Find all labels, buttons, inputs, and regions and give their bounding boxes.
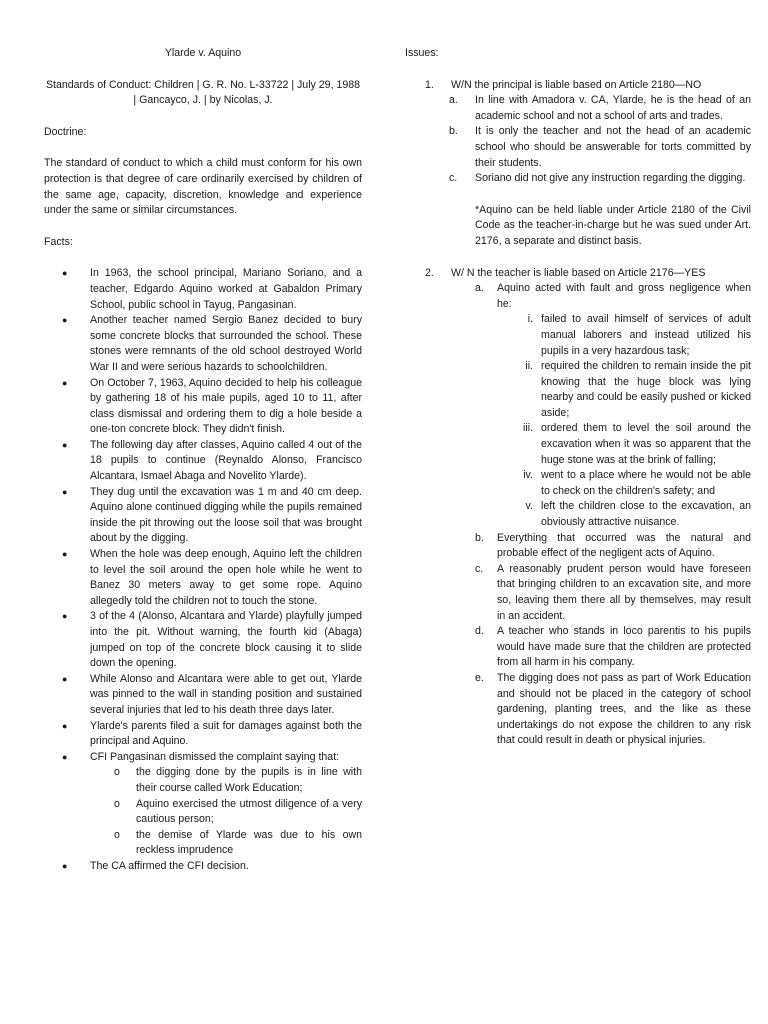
fact-item xyxy=(44,672,362,719)
negligence-text: went to a place where he would not be able to check on the children's safety; and xyxy=(541,469,751,497)
fact-text: In 1963, the school principal, Mariano Soriano, and a teacher, Edgardo Aquino worked at Gabaldon Primary School, public school in Tayug, Pangasinan. xyxy=(90,267,362,311)
doctrine-heading: Doctrine: xyxy=(44,125,87,138)
point-label: a. xyxy=(449,94,458,107)
cfi-reasons-list xyxy=(90,765,362,859)
fact-item xyxy=(44,609,362,671)
issues-heading: Issues: xyxy=(405,47,439,59)
fact-text: CFI Pangasinan dismissed the complaint saying that: xyxy=(90,750,340,763)
negligence-item xyxy=(405,359,751,421)
cfi-reason-text: the demise of Ylarde was due to his own reckless imprudence xyxy=(136,828,362,857)
circle-bullet-icon: o xyxy=(114,797,120,810)
bullet-icon: ● xyxy=(62,860,68,871)
left-column xyxy=(44,46,362,875)
bullet-icon: ● xyxy=(62,268,68,279)
issue-2 xyxy=(405,266,751,282)
negligence-item xyxy=(405,468,751,499)
fact-item xyxy=(44,376,362,438)
cfi-reason-text: Aquino exercised the utmost diligence of a very cautious person; xyxy=(136,797,362,826)
roman-label: iv. xyxy=(523,469,533,482)
point-text: In line with Amadora v. CA, Ylarde, he is the head of an academic school and not a school of arts and trades. xyxy=(475,94,751,122)
fact-item xyxy=(44,438,362,485)
negligence-item xyxy=(405,499,751,530)
fact-item xyxy=(44,266,362,313)
fact-item xyxy=(44,547,362,609)
right-column xyxy=(405,46,751,749)
roman-label: iii. xyxy=(522,422,533,435)
cfi-reason-text: the digging done by the pupils is in line with their course called Work Education; xyxy=(136,766,362,794)
point-text: Aquino acted with fault and gross negligence when he: xyxy=(497,282,751,310)
bullet-icon: ● xyxy=(62,611,68,622)
doctrine-text: The standard of conduct to which a child must conform for his own protection is that degree of care ordinarily exercised by children of the same age, capacity, discretion, knowledge and experience under the same or similar circumstances. xyxy=(44,157,362,217)
issue-1-point xyxy=(405,171,751,187)
fact-text: While Alonso and Alcantara were able to get out, Ylarde was pinned to the wall in standing position and sustained several injuries that led to his death three days later. xyxy=(90,672,362,716)
negligence-text: ordered them to level the soil around the excavation when it was so apparent that the huge stone was at the brink of falling; xyxy=(541,422,751,466)
issue-1-point xyxy=(405,124,751,171)
point-label: e. xyxy=(475,671,484,684)
cfi-reason-item xyxy=(90,828,362,859)
point-label: c. xyxy=(449,172,458,185)
bullet-icon: ● xyxy=(62,751,68,762)
fact-item xyxy=(44,313,362,375)
bullet-icon: ● xyxy=(62,377,68,388)
bullet-icon: ● xyxy=(62,315,68,326)
point-label: b. xyxy=(475,531,484,544)
negligence-text: left the children close to the excavation, an obviously attractive nuisance. xyxy=(541,500,751,529)
fact-item xyxy=(44,485,362,547)
fact-text: On October 7, 1963, Aquino decided to help his colleague by gathering 18 of his male pupils, aged 10 to 11, after class dismissal and ordering them to dig a hole beside a one-ton concrete block. They didn't finish. xyxy=(90,376,362,436)
fact-item xyxy=(44,719,362,750)
issue-text: W/N the principal is liable based on Article 2180—NO xyxy=(451,78,702,91)
bullet-icon: ● xyxy=(62,486,68,497)
issue-text: W/ N the teacher is liable based on Article 2176—YES xyxy=(451,266,706,279)
issue-number: 1. xyxy=(425,78,434,91)
roman-label: v. xyxy=(525,500,533,513)
fact-text: When the hole was deep enough, Aquino left the children to level the soil around the open hole while he went to Banez 30 meters away to get some rope. Aquino allegedly told the children not to touch the stone. xyxy=(90,548,362,607)
roman-label: i. xyxy=(527,313,533,326)
point-label: c. xyxy=(475,562,484,575)
point-label: d. xyxy=(475,625,484,638)
negligence-item xyxy=(405,421,751,468)
fact-item xyxy=(44,859,362,875)
bullet-icon: ● xyxy=(62,720,68,731)
fact-text: 3 of the 4 (Alonso, Alcantara and Ylarde) playfully jumped into the pit. Without warning, the fourth kid (Abaga) jumped on top of the concrete block causing it to slide down the opening. xyxy=(90,610,362,670)
point-text: A teacher who stands in loco parentis to his pupils would have made sure that the children are protected from all harm in his company. xyxy=(497,625,751,669)
issue-number: 2. xyxy=(425,266,434,279)
case-title: Ylarde v. Aquino xyxy=(164,47,242,59)
issue-1-point xyxy=(405,93,751,124)
case-subtitle: Standards of Conduct: Children | G. R. No. L-33722 | July 29, 1988 | Gancayco, J. | by Nicolas, J. xyxy=(45,78,361,107)
point-label: b. xyxy=(449,125,458,138)
facts-list xyxy=(44,266,362,874)
cfi-reason-item xyxy=(90,765,362,796)
fact-text: Ylarde's parents filed a suit for damages against both the principal and Aquino. xyxy=(90,719,362,748)
roman-label: ii. xyxy=(525,360,533,373)
point-text: Everything that occurred was the natural and probable effect of the negligent acts of Aquino. xyxy=(497,531,751,560)
point-text: A reasonably prudent person would have foreseen that bringing children to an excavation site, and more so, leaving them there all by themselves, may result in an accident. xyxy=(497,562,751,622)
issue-2-point xyxy=(405,281,751,312)
fact-text: Another teacher named Sergio Banez decided to bury some concrete blocks that surrounded the school. These stones were remnants of the old school destroyed World War II and were serious hazards to schoolchildren. xyxy=(90,314,362,373)
negligence-text: required the children to remain inside the pit knowing that the huge block was lying nearby and could be easily pushed or kicked aside; xyxy=(541,360,751,419)
point-label: a. xyxy=(475,282,484,295)
point-text: Soriano did not give any instruction regarding the digging. xyxy=(475,172,746,185)
circle-bullet-icon: o xyxy=(114,828,120,841)
issue-2-point xyxy=(405,671,751,749)
negligence-item xyxy=(405,312,751,359)
bullet-icon: ● xyxy=(62,549,68,560)
facts-heading: Facts: xyxy=(44,235,73,248)
issue-1-note: *Aquino can be held liable under Article 2180 of the Civil Code as the teacher-in-charge but he was sued under Art. 2176, a separate and distinct basis. xyxy=(475,203,751,247)
fact-text: The CA affirmed the CFI decision. xyxy=(90,859,249,872)
issue-1 xyxy=(405,78,751,94)
cfi-reason-item xyxy=(90,797,362,828)
fact-text: The following day after classes, Aquino called 4 out of the 18 pupils to continue (Reynaldo Alonso, Francisco Alcantara, Ismael Abaga and Novelito Ylarde). xyxy=(90,438,362,483)
fact-item xyxy=(44,750,362,859)
bullet-icon: ● xyxy=(62,673,68,684)
negligence-text: failed to avail himself of services of adult manual laborers and instead utilized his pupils in a very hazardous task; xyxy=(541,313,751,357)
bullet-icon: ● xyxy=(62,439,68,450)
fact-text: They dug until the excavation was 1 m and 40 cm deep. Aquino alone continued digging while the pupils remained inside the pit throwing out the loose soil that was brought about by the digging. xyxy=(90,485,362,545)
issue-2-point xyxy=(405,531,751,562)
issue-2-point xyxy=(405,562,751,624)
point-text: It is only the teacher and not the head of an academic school who should be answerable for torts committed by their students. xyxy=(475,125,751,169)
circle-bullet-icon: o xyxy=(114,766,120,779)
issue-2-point xyxy=(405,624,751,671)
point-text: The digging does not pass as part of Work Education and should not be placed in the category of school gardening, planting trees, and the like as these undertakings do not expose the children to any risk that could result in death or physical injuries. xyxy=(497,671,751,747)
